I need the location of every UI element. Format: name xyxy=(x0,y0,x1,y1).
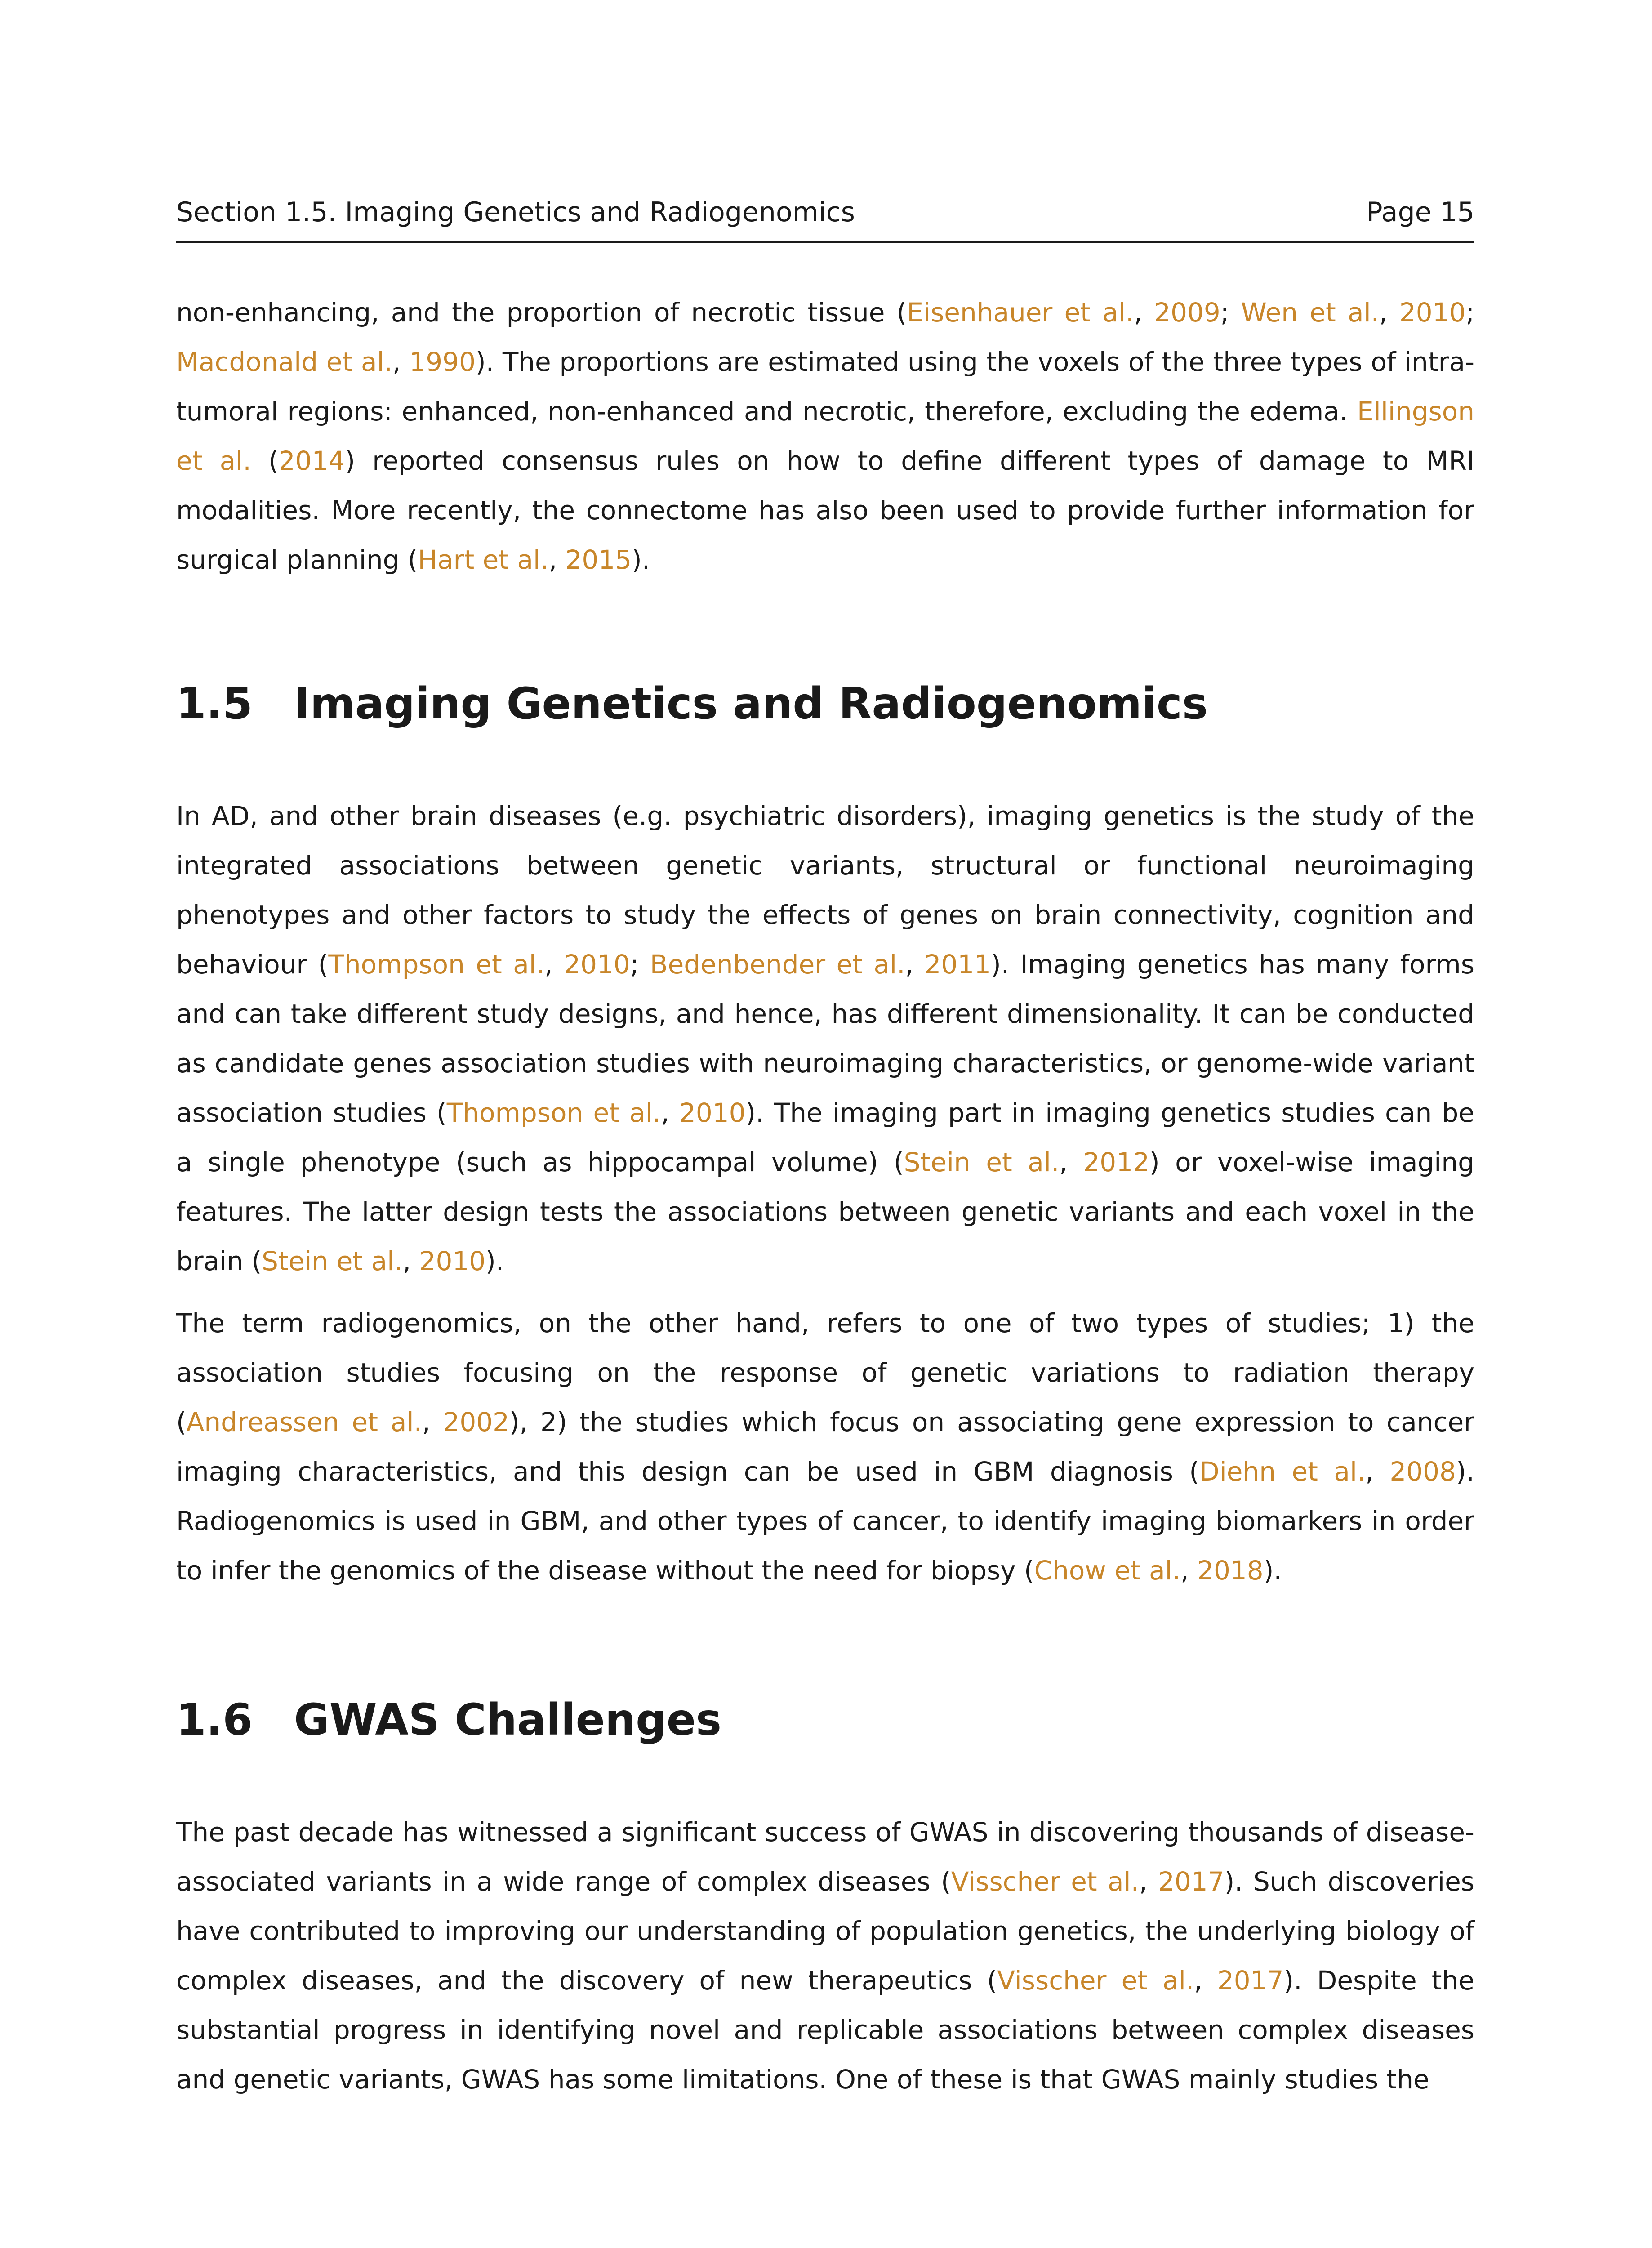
citation-link[interactable]: Visscher et al. xyxy=(997,1965,1194,1996)
citation-link[interactable]: 2008 xyxy=(1389,1456,1456,1487)
citation-link[interactable]: Visscher et al. xyxy=(951,1866,1140,1897)
section-number: 1.5 xyxy=(176,678,253,729)
citation-link[interactable]: Macdonald et al. xyxy=(176,347,393,377)
citation-link[interactable]: Hart et al. xyxy=(418,544,549,575)
citation-link[interactable]: 2010 xyxy=(1399,297,1466,328)
header-section-title: Section 1.5. Imaging Genetics and Radiogenomics xyxy=(176,196,855,228)
citation-link[interactable]: 2010 xyxy=(564,949,630,980)
citation-link[interactable]: 2015 xyxy=(565,544,632,575)
header-rule xyxy=(176,241,1474,243)
section-title: Imaging Genetics and Radiogenomics xyxy=(294,678,1208,729)
citation-link[interactable]: 2009 xyxy=(1154,297,1220,328)
citation-link[interactable]: Stein et al. xyxy=(262,1246,403,1276)
citation-link[interactable]: Thompson et al. xyxy=(446,1097,661,1128)
citation-link[interactable]: Bedenbender et al. xyxy=(650,949,905,980)
citation-link[interactable]: 2010 xyxy=(419,1246,486,1276)
citation-link[interactable]: Thompson et al. xyxy=(328,949,545,980)
section-heading-1-5 xyxy=(176,674,1474,733)
section-heading-1-6 xyxy=(176,1690,1474,1749)
citation-link[interactable]: 2017 xyxy=(1158,1866,1225,1897)
citation-link[interactable]: Diehn et al. xyxy=(1199,1456,1366,1487)
citation-link[interactable]: 2018 xyxy=(1197,1555,1264,1586)
paragraph: The term radiogenomics, on the other hand, refers to one of two types of studies; 1) the association studies focusing on the response of genetic variations to radiation therapy (Andreassen et al., 2002), 2) the studies which focus on associating gene expression to cancer imaging characteristics, and this design can be used in GBM diagnosis (Diehn et al., 2008). Radiogenomics is used in GBM, and other types of cancer, to identify imaging biomarkers in order to infer the genomics of the disease without the need for biopsy (Chow et al., 2018). xyxy=(176,1308,1474,1586)
citation-link[interactable]: 2014 xyxy=(278,446,345,476)
citation-link[interactable]: 2011 xyxy=(924,949,991,980)
section-1-6-body xyxy=(176,1807,1474,2104)
citation-link[interactable]: 2017 xyxy=(1217,1965,1284,1996)
citation-link[interactable]: 2010 xyxy=(679,1097,746,1128)
section-title: GWAS Challenges xyxy=(294,1695,722,1745)
paragraph: In AD, and other brain diseases (e.g. psychiatric disorders), imaging genetics is the study of the integrated associations between genetic variants, structural or functional neuroimaging phenotypes and other factors to study the effects of genes on brain connectivity, cognition and behaviour (Thompson et al., 2010; Bedenbender et al., 2011). Imaging genetics has many forms and can take different study designs, and hence, has different dimensionality. It can be conducted as candidate genes association studies with neuroimaging characteristics, or genome-wide variant association studies (Thompson et al., 2010). The imaging part in imaging genetics studies can be a single phenotype (such as hippocampal volume) (Stein et al., 2012) or voxel-wise imaging features. The latter design tests the associations between genetic variants and each voxel in the brain (Stein et al., 2010). xyxy=(176,801,1475,1276)
header-page-number: Page 15 xyxy=(1366,196,1474,228)
section-number: 1.6 xyxy=(176,1695,253,1745)
citation-link[interactable]: Andreassen et al. xyxy=(186,1407,423,1437)
citation-link[interactable]: Wen et al. xyxy=(1241,297,1380,328)
citation-link[interactable]: Chow et al. xyxy=(1034,1555,1181,1586)
citation-link[interactable]: Eisenhauer et al. xyxy=(907,297,1134,328)
citation-link[interactable]: Ellingson et al. xyxy=(176,396,1474,476)
section-1-5-body xyxy=(176,791,1474,1595)
paragraph: non-enhancing, and the proportion of necrotic tissue (Eisenhauer et al., 2009; Wen et al., 2010; Macdonald et al., 1990). The proportions are estimated using the voxels of the three types of intra-tumoral regions: enhanced, non-enhanced and necrotic, therefore, excluding the edema. Ellingson et al. (2014) reported consensus rules on how to define different types of damage to MRI modalities. More recently, the connectome has also been used to provide further information for surgical planning (Hart et al., 2015). xyxy=(176,297,1475,575)
citation-link[interactable]: Stein et al. xyxy=(904,1147,1060,1178)
citation-link[interactable]: 1990 xyxy=(409,347,476,377)
citation-link[interactable]: 2002 xyxy=(443,1407,510,1437)
citation-link[interactable]: 2012 xyxy=(1083,1147,1149,1178)
running-header xyxy=(176,194,1474,230)
intro-paragraph xyxy=(176,288,1474,584)
paragraph: The past decade has witnessed a significant success of GWAS in discovering thousands of disease-associated variants in a wide range of complex diseases (Visscher et al., 2017). Such discoveries have contributed to improving our understanding of population genetics, the underlying biology of complex diseases, and the discovery of new therapeutics (Visscher et al., 2017). Despite the substantial progress in identifying novel and replicable associations between complex diseases and genetic variants, GWAS has some limitations. One of these is that GWAS mainly studies the xyxy=(176,1817,1475,2095)
